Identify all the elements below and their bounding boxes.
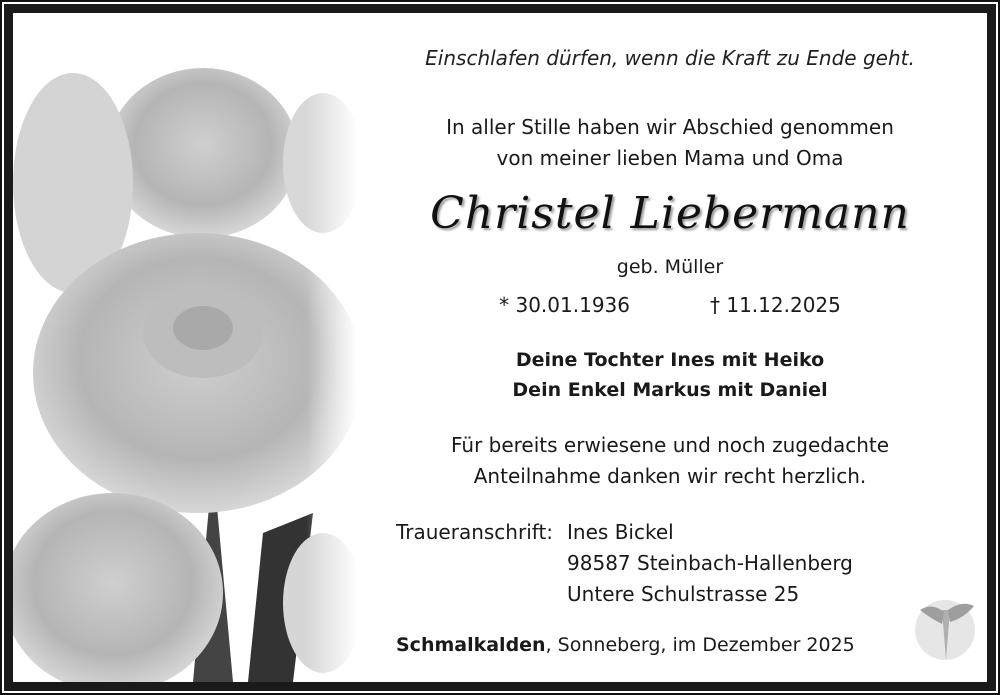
footer-rest: , Sonneberg, im Dezember 2025 <box>545 634 855 656</box>
address-line: Ines Bickel <box>567 520 674 544</box>
motto: Einschlafen dürfen, wenn die Kraft zu Ende geht. <box>425 46 915 70</box>
thanks-text <box>360 430 980 492</box>
address-label: Traueranschrift: <box>396 520 554 544</box>
calla-lily-logo-icon <box>912 592 982 662</box>
intro-text <box>360 112 980 174</box>
mourners <box>360 345 980 405</box>
roses-image <box>13 13 358 682</box>
thanks-line: Für bereits erwiesene und noch zugedachte <box>450 433 890 457</box>
address-line: 98587 Steinbach-Hallenberg <box>567 551 853 575</box>
death-date: † 11.12.2025 <box>710 293 841 317</box>
footer-place-date <box>396 634 855 656</box>
mourner-line: Dein Enkel Markus mit Daniel <box>512 379 828 401</box>
mourning-address <box>396 517 853 610</box>
mourner-line: Deine Tochter Ines mit Heiko <box>515 349 825 371</box>
birth-date: * 30.01.1936 <box>499 293 630 317</box>
birth-name: geb. Müller <box>616 256 724 278</box>
address-line: Untere Schulstrasse 25 <box>567 582 800 606</box>
life-dates <box>360 293 980 317</box>
thanks-line: Anteilnahme danken wir recht herzlich. <box>473 464 867 488</box>
intro-line: von meiner lieben Mama und Oma <box>496 146 844 170</box>
deceased-name: Christel Liebermann <box>430 188 910 239</box>
footer-place: Schmalkalden <box>396 634 546 656</box>
intro-line: In aller Stille haben wir Abschied genommen <box>446 115 894 139</box>
